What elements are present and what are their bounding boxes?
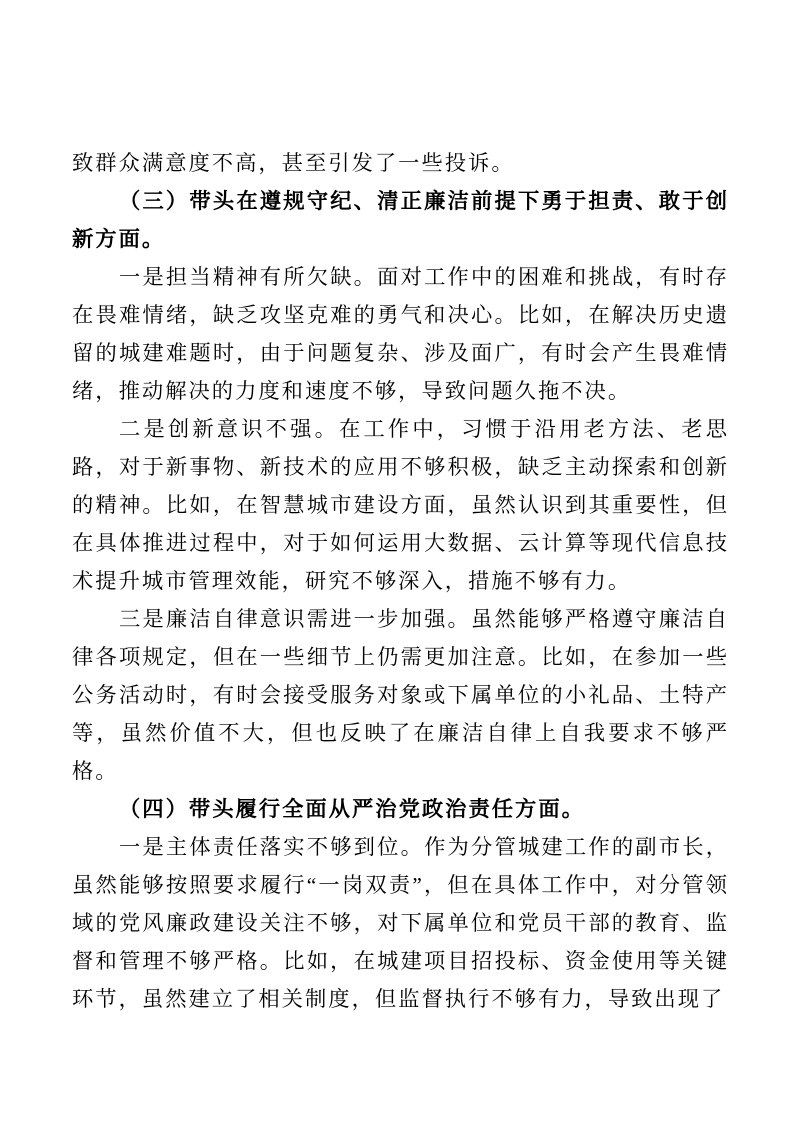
paragraph-continuation: 致群众满意度不高，甚至引发了一些投诉。	[72, 151, 515, 175]
paragraph: 二是创新意识不强。在工作中，习惯于沿用老方法、老思路，对于新事物、新技术的应用不够积极，缺乏主动探索和创新的精神。比如，在智慧城市建设方面，虽然认识到其重要性，但在具体推进过程中，对于如何运用大数据、云计算等现代信息技术提升城市管理效能，研究不够深入，措施不够有力。	[72, 417, 729, 593]
paragraph: 一是主体责任落实不够到位。作为分管城建工作的副市长，虽然能够按照要求履行“一岗双责”，但在具体工作中，对分管领域的党风廉政建设关注不够，对下属单位和党员干部的教育、监督和管理不够严格。比如，在城建项目招投标、资金使用等关键环节，虽然建立了相关制度，但监督执行不够有力，导致出现了	[72, 835, 729, 1011]
paragraph: 一是担当精神有所欠缺。面对工作中的困难和挑战，有时存在畏难情绪，缺乏攻坚克难的勇气和决心。比如，在解决历史遗留的城建难题时，由于问题复杂、涉及面广，有时会产生畏难情绪，推动解决的力度和速度不够，导致问题久拖不决。	[72, 265, 729, 403]
document-body	[72, 144, 729, 1018]
section-heading: （四）带头履行全面从严治党政治责任方面。	[119, 797, 585, 821]
paragraph: 三是廉洁自律意识需进一步加强。虽然能够严格遵守廉洁自律各项规定，但在一些细节上仍需更加注意。比如，在参加一些公务活动时，有时会接受服务对象或下属单位的小礼品、土特产等，虽然价值不大，但也反映了在廉洁自律上自我要求不够严格。	[72, 607, 729, 783]
section-heading: （三）带头在遵规守纪、清正廉洁前提下勇于担责、敢于创新方面。	[72, 189, 729, 251]
